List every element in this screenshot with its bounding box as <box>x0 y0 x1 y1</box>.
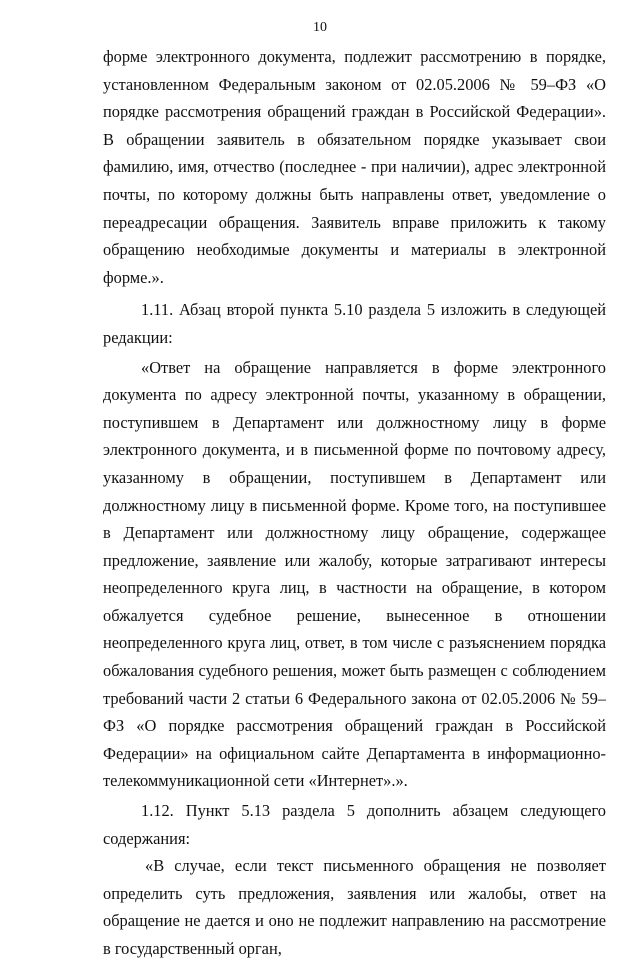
page-number: 10 <box>313 20 327 35</box>
paragraph-quote-response: «Ответ на обращение направляется в форме электронного документа по адресу электронной почты, указанному в обращении, поступившем в Департамент или должностному лицу в форме электронного документа, и в письменной форме по почтовому адресу, указанному в обращении, поступившем в Департамент или должностному лицу в письменной форме. Кроме того, на поступившее в Департамент или должностному лицу обращение, содержащее предложение, заявление или жалобу, которые затрагивают интересы неопределенного круга лиц, в частности на обращение, в котором обжалуется судебное решение, вынесенное в отношении неопределенного круга лиц, ответ, в том числе с разъяснением порядка обжалования судебного решения, может быть размещен с соблюдением требований части 2 статьи 6 Федерального закона от 02.05.2006 № 59–ФЗ «О порядке рассмотрения обращений граждан в Российской Федерации» на официальном сайте Департамента в информационно-телекоммуникационной сети «Интернет».». <box>103 357 606 791</box>
paragraph-quote-case: «В случае, если текст письменного обращения не позволяет определить суть предложения, заявления или жалобы, ответ на обращение не дается и оно не подлежит направлению на рассмотрение в государственный орган, <box>103 856 606 958</box>
paragraph-item-1-12: 1.12. Пункт 5.13 раздела 5 дополнить абзацем следующего содержания: <box>103 801 606 848</box>
paragraph-continuation: форме электронного документа, подлежит рассмотрению в порядке, установленном Федеральным законом от 02.05.2006 № 59–ФЗ «О порядке рассмотрения обращений граждан в Российской Федерации». В обращении заявитель в обязательном порядке указывает свои фамилию, имя, отчество (последнее - при наличии), адрес электронной почты, по которому должны быть направлены ответ, уведомление о переадресации обращения. Заявитель вправе приложить к такому обращению необходимые документы и материалы в электронной форме.». <box>103 47 606 287</box>
document-body <box>103 43 606 963</box>
paragraph-item-1-11: 1.11. Абзац второй пункта 5.10 раздела 5 изложить в следующей редакции: <box>103 300 606 347</box>
